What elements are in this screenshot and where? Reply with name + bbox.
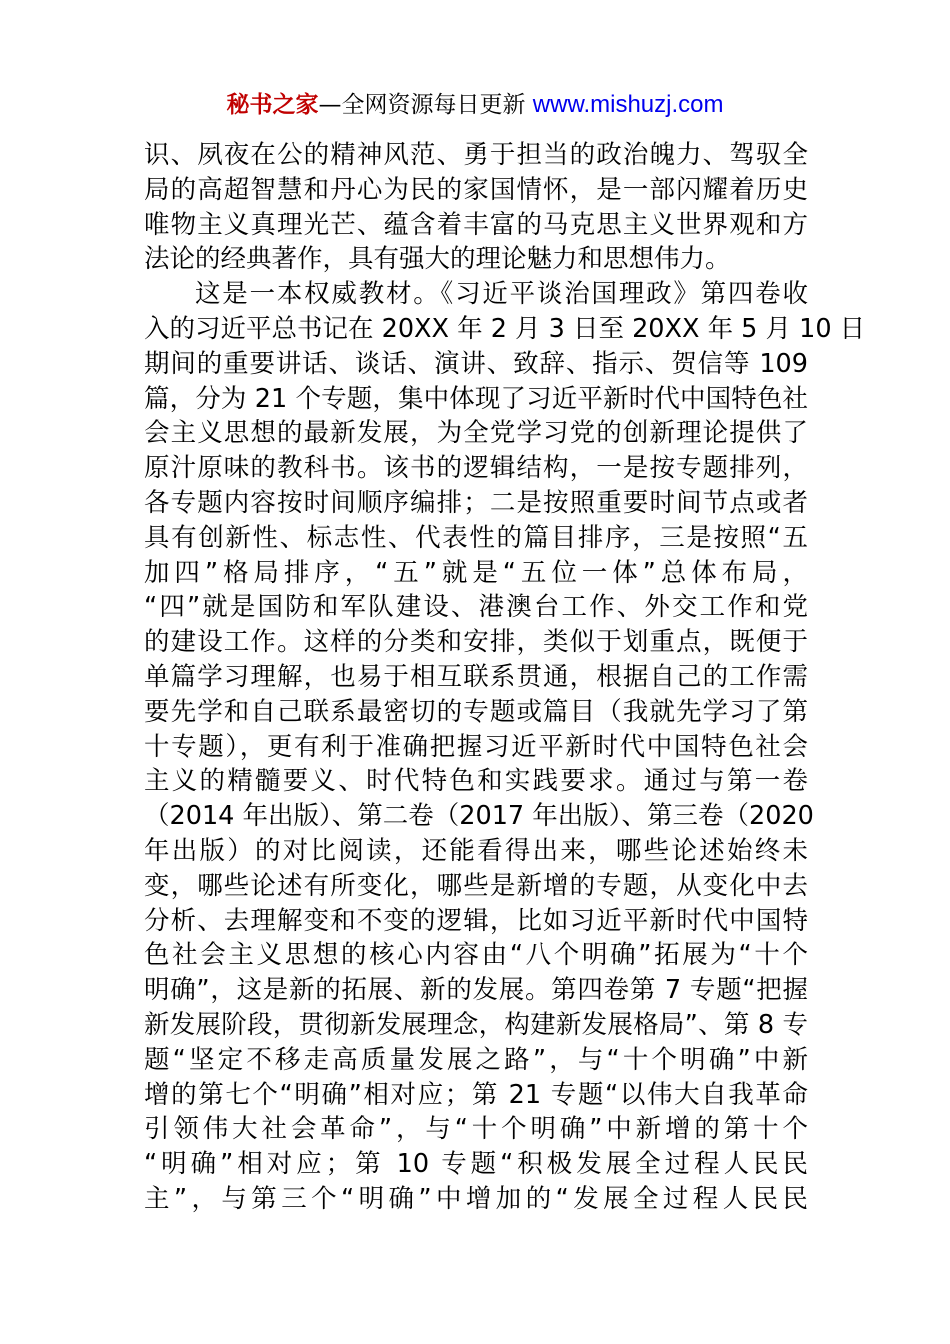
document-body bbox=[144, 138, 866, 1217]
header-tagline: —全网资源每日更新 bbox=[318, 92, 533, 118]
text-line: “明确”相对应；第 10 专题“积极发展全过程人民民 bbox=[144, 1149, 808, 1180]
text-line: 新发展阶段，贯彻新发展理念，构建新发展格局”、第 8 专 bbox=[144, 1009, 808, 1040]
text-line: 要先学和自己联系最密切的专题或篇目（我就先学习了第 bbox=[144, 696, 808, 727]
text-line: 篇，分为 21 个专题，集中体现了习近平新时代中国特色社 bbox=[144, 383, 808, 414]
text-line: （2014 年出版）、第二卷（2017 年出版）、第三卷（2020 bbox=[144, 801, 814, 832]
text-line: 这是一本权威教材。《习近平谈治国理政》第四卷收 bbox=[195, 279, 808, 310]
text-line: 期间的重要讲话、谈话、演讲、致辞、指示、贺信等 109 bbox=[144, 348, 808, 379]
text-line: 明确”，这是新的拓展、新的发展。第四卷第 7 专题“把握 bbox=[144, 975, 808, 1006]
text-line: 主义的精髓要义、时代特色和实践要求。通过与第一卷 bbox=[144, 766, 808, 797]
text-line: 局的高超智慧和丹心为民的家国情怀，是一部闪耀着历史 bbox=[144, 174, 808, 205]
text-line: 入的习近平总书记在 20XX 年 2 月 3 日至 20XX 年 5 月 10 日 bbox=[144, 313, 866, 344]
text-line: 色社会主义思想的核心内容由“八个明确”拓展为“十个 bbox=[144, 940, 808, 971]
text-line: 加四”格局排序，“五”就是“五位一体”总体布局， bbox=[144, 557, 808, 588]
paragraph-2 bbox=[144, 277, 866, 1217]
text-line: 具有创新性、标志性、代表性的篇目排序，三是按照“五 bbox=[144, 522, 808, 553]
text-line: 原汁原味的教科书。该书的逻辑结构，一是按专题排列， bbox=[144, 453, 808, 484]
text-line: 唯物主义真理光芒、蕴含着丰富的马克思主义世界观和方 bbox=[144, 209, 808, 240]
text-line: 题“坚定不移走高质量发展之路”，与“十个明确”中新 bbox=[144, 1044, 808, 1075]
text-line: 各专题内容按时间顺序编排；二是按照重要时间节点或者 bbox=[144, 487, 808, 518]
text-line: 变，哪些论述有所变化，哪些是新增的专题，从变化中去 bbox=[144, 870, 808, 901]
paragraph-1 bbox=[144, 138, 808, 277]
text-line: 的建设工作。这样的分类和安排，类似于划重点，既便于 bbox=[144, 627, 808, 658]
text-line: 分析、去理解变和不变的逻辑，比如习近平新时代中国特 bbox=[144, 905, 808, 936]
text-line: 主”，与第三个“明确”中增加的“发展全过程人民民 bbox=[144, 1183, 808, 1214]
brand-name: 秘书之家 bbox=[226, 92, 319, 118]
text-line: 会主义思想的最新发展，为全党学习党的创新理论提供了 bbox=[144, 418, 808, 449]
text-line: 年出版）的对比阅读，还能看得出来，哪些论述始终未 bbox=[144, 835, 808, 866]
text-line: 识、夙夜在公的精神风范、勇于担当的政治魄力、驾驭全 bbox=[144, 140, 808, 170]
text-line: 十专题），更有利于准确把握习近平新时代中国特色社会 bbox=[144, 731, 808, 762]
page-header bbox=[0, 88, 950, 122]
text-line: 引领伟大社会革命”，与“十个明确”中新增的第十个 bbox=[144, 1114, 808, 1145]
text-line: 法论的经典著作，具有强大的理论魅力和思想伟力。 bbox=[144, 244, 731, 275]
text-line: “四”就是国防和军队建设、港澳台工作、外交工作和党 bbox=[144, 592, 808, 623]
site-url-link[interactable]: www.mishuzj.com bbox=[532, 91, 724, 118]
text-line: 增的第七个“明确”相对应；第 21 专题“以伟大自我革命 bbox=[144, 1079, 808, 1110]
text-line: 单篇学习理解，也易于相互联系贯通，根据自己的工作需 bbox=[144, 661, 808, 692]
